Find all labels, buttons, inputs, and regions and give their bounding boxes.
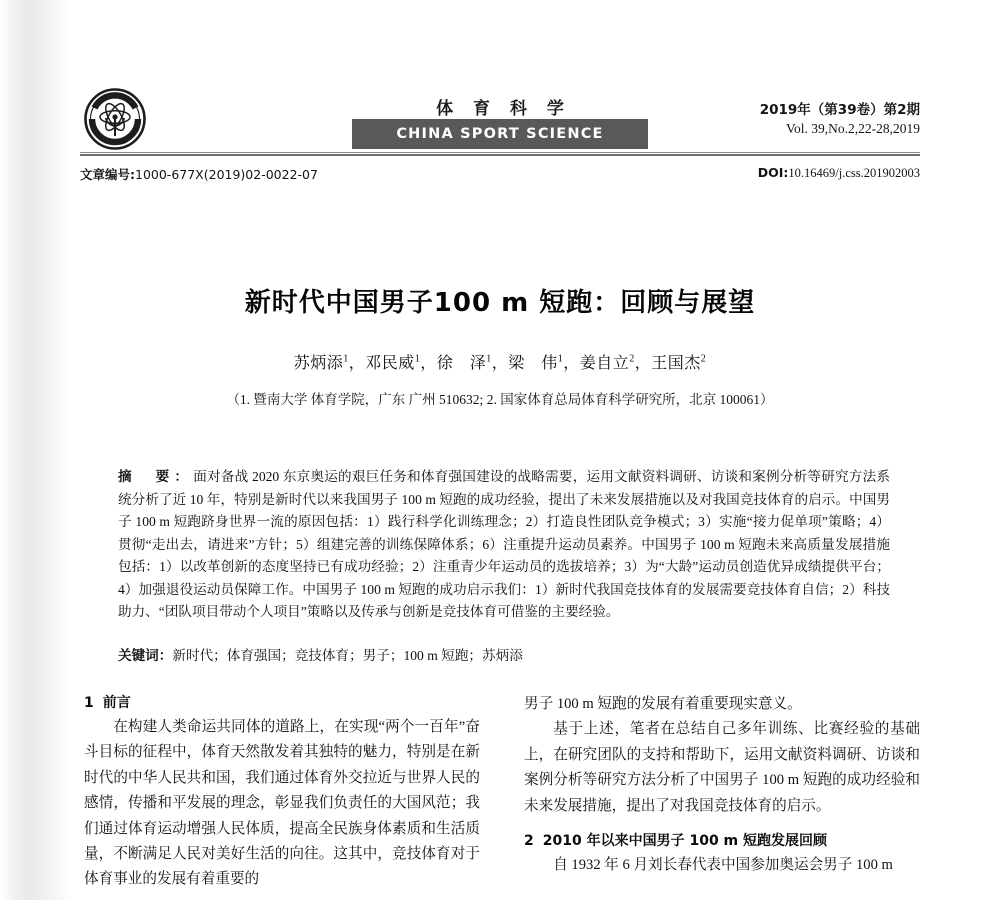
journal-title-english-text: CHINA SPORT SCIENCE xyxy=(396,126,604,142)
author-affiliations: （1. 暨南大学 体育学院，广东 广州 510632; 2. 国家体育总局体育科学研究所，北京 100061） xyxy=(226,392,774,407)
china-sport-science-emblem-icon xyxy=(84,88,146,150)
masthead-divider-rule xyxy=(80,152,920,156)
body-column-right xyxy=(524,692,920,900)
body-columns xyxy=(84,692,920,900)
doi-label: DOI: xyxy=(757,165,789,180)
journal-title-chinese: 体 育 科 学 xyxy=(436,99,571,119)
doi-value: 10.16469/j.css.201902003 xyxy=(788,166,920,180)
paragraph-review-opening: 自 1932 年 6 月刘长春代表中国参加奥运会男子 100 m xyxy=(553,857,893,874)
issue-info xyxy=(760,101,920,138)
masthead xyxy=(80,88,920,150)
doi xyxy=(758,165,920,181)
abstract-label: 摘 要： xyxy=(118,469,194,485)
article-title: 新时代中国男子100 m 短跑：回顾与展望 xyxy=(244,288,756,318)
section-spacer xyxy=(524,819,920,830)
section-number-2: 2 xyxy=(524,833,534,850)
author-list: 苏炳添$^1$，邓民威$^1$，徐 泽$^1$，梁 伟$^1$，姜自立$^2$，王国杰$^2$ xyxy=(293,353,707,372)
article-number-value: 1000-677X(2019)02-0022-07 xyxy=(135,167,318,182)
journal-title-english-banner xyxy=(352,119,648,149)
issue-info-chinese: 2019年（第39卷）第2期 xyxy=(759,102,920,118)
paragraph-introduction: 在构建人类命运共同体的道路上，在实现“两个一百年”奋斗目标的征程中，体育天然散发着其独特的魅力，特别是在新时代的中华人民共和国，我们通过体育外交拉近与世界人民的感情，传播和平发展的理念，彰显我们负责任的大国风范；我们通过体育运动增强人民体质，提高全民族身体素质和生活质量，不断满足人民对美好生活的向往。这其中，竞技体育对于体育事业的发展有着重要的 xyxy=(84,719,480,888)
section-heading-introduction xyxy=(84,692,480,714)
paragraph-study-basis: 基于上述，笔者在总结自己多年训练、比赛经验的基础上，在研究团队的支持和帮助下，运用文献资料调研、访谈和案例分析等研究方法分析了中国男子 100 m 短跑的成功经验和未来发展措施，提出了对我国竞技体育的启示。 xyxy=(524,721,920,814)
article-number xyxy=(80,165,318,183)
abstract-block xyxy=(118,466,890,624)
section-number: 1 xyxy=(84,695,94,711)
keywords-block xyxy=(118,645,890,667)
body-column-left xyxy=(84,692,480,900)
abstract-text: 面对备战 2020 东京奥运的艰巨任务和体育强国建设的战略需要，运用文献资料调研、访谈和案例分析等研究方法系统分析了近 10 年，特别是新时代以来我国男子 100 m 短跑的成功经验，提出了未来发展措施以及对我国竞技体育的启示。中国男子 100 m 短跑跻身世界一流的原因包括：1）践行科学化训练理念；2）打造良性团队竞争模式；3）实施“接力促单项”策略；4）贯彻“走出去，请进来”方针；5）组建完善的训练保障体系；6）注重提升运动员素养。中国男子 100 m 短跑未来高质量发展措施包括：1）以改革创新的态度坚持已有成功经验；2）注重青少年运动员的选拔培养；3）为“大龄”运动员创造优异成绩提供平台；4）加强退役运动员保障工作。中国男子 100 m 短跑的成功启示我们：1）新时代我国竞技体育的发展需要竞技体育自信；2）科技助力、“团队项目带动个人项目”策略以及传承与创新是竞技体育可借鉴的主要经验。 xyxy=(118,469,890,619)
paragraph-continued: 男子 100 m 短跑的发展有着重要现实意义。 xyxy=(524,696,802,712)
article-number-label: 文章编号: xyxy=(80,167,135,182)
section-title-2: 2010 年以来中国男子 100 m 短跑发展回顾 xyxy=(542,833,828,850)
section-heading-review xyxy=(524,830,920,852)
issue-info-english: Vol. 39,No.2,22-28,2019 xyxy=(785,121,920,137)
keywords-text: 新时代；体育强国；竞技体育；男子；100 m 短跑；苏炳添 xyxy=(172,648,523,663)
keywords-label: 关键词： xyxy=(118,648,173,664)
section-title: 前言 xyxy=(102,695,131,711)
identifier-line xyxy=(80,165,920,185)
